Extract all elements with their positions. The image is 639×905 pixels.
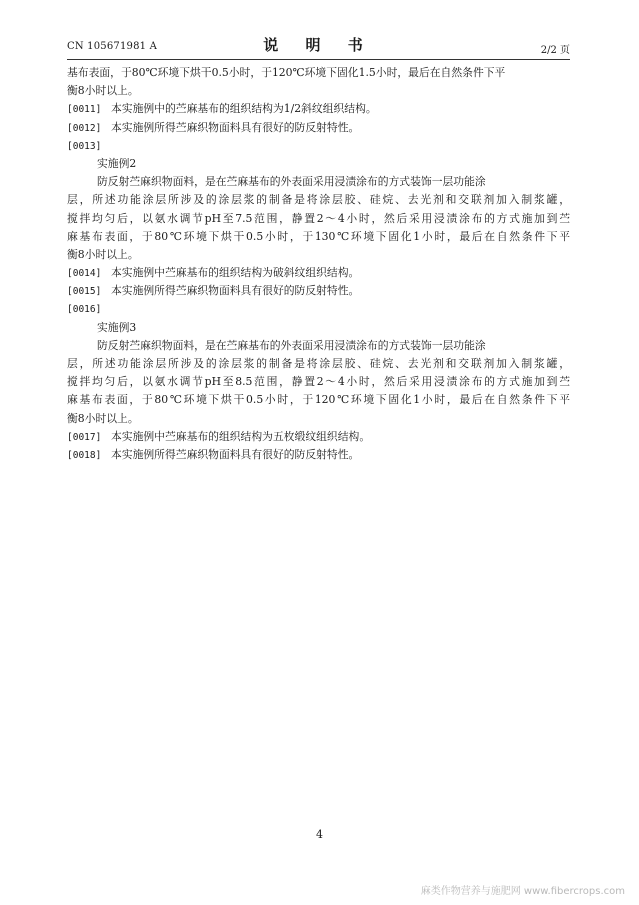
- text-line: [67, 100, 570, 118]
- line-text: 麻基布表面，于80℃环境下烘干0.5小时，于120℃环境下固化1小时，最后在自然条件下平: [67, 393, 570, 407]
- page-indicator: 2/2 页: [540, 45, 570, 56]
- text-line: [67, 373, 570, 391]
- numbered-paragraph: [67, 119, 570, 137]
- paragraph: [67, 155, 570, 173]
- paragraph-number: [0011]: [67, 104, 102, 116]
- description-body: [67, 64, 570, 464]
- line-text: 衡8小时以上。: [67, 247, 139, 261]
- text-line: [67, 282, 570, 300]
- text-line: [67, 446, 570, 464]
- line-text: 防反射苎麻织物面料，是在苎麻基布的外表面采用浸渍涂布的方式装饰一层功能涂: [97, 175, 486, 189]
- numbered-paragraph: [67, 282, 570, 300]
- line-text: 本实施例所得苎麻织物面料具有很好的防反射特性。: [111, 447, 360, 461]
- text-line: [67, 119, 570, 137]
- paragraph: [67, 173, 570, 264]
- line-text: 本实施例中的苎麻基布的组织结构为1/2斜纹组织结构。: [111, 102, 377, 116]
- text-line: [67, 82, 570, 100]
- text-line: [67, 355, 570, 373]
- paragraph-number: [0015]: [67, 286, 102, 298]
- text-line: [67, 173, 570, 191]
- text-line: [67, 191, 570, 209]
- paragraph-number: [0018]: [67, 449, 102, 461]
- document-title: 说 明 书: [263, 36, 374, 54]
- numbered-paragraph: [67, 428, 570, 446]
- text-line: [67, 391, 570, 409]
- line-text: 本实施例所得苎麻织物面料具有很好的防反射特性。: [111, 120, 360, 134]
- page-header: [67, 32, 570, 58]
- text-line: [67, 264, 570, 282]
- numbered-paragraph: [67, 264, 570, 282]
- header-divider: [67, 59, 570, 60]
- text-line: [67, 319, 570, 337]
- line-text: 层，所述功能涂层所涉及的涂层浆的制备是将涂层胶、硅烷、去光剂和交联剂加入制浆罐，: [67, 193, 570, 207]
- paragraph: [67, 319, 570, 337]
- line-text: 衡8小时以上。: [67, 84, 139, 98]
- line-text: 层，所述功能涂层所涉及的涂层浆的制备是将涂层胶、硅烷、去光剂和交联剂加入制浆罐，: [67, 357, 570, 370]
- line-text: 本实施例所得苎麻织物面料具有很好的防反射特性。: [111, 284, 360, 298]
- line-text: 本实施例中苎麻基布的组织结构为五枚缎纹组织结构。: [111, 429, 371, 443]
- line-text: 实施例3: [97, 320, 137, 334]
- line-text: 搅拌均匀后，以氨水调节pH至8.5范围，静置2～4小时，然后采用浸渍涂布的方式施加到苎: [67, 375, 570, 389]
- numbered-paragraph: [67, 100, 570, 118]
- text-line: [67, 300, 570, 318]
- paragraph-number: [0012]: [67, 122, 102, 134]
- paragraph-number: [0016]: [67, 304, 102, 316]
- paragraph-number: [0014]: [67, 268, 102, 280]
- paragraph: [67, 337, 570, 428]
- text-line: [67, 210, 570, 228]
- text-line: [67, 410, 570, 428]
- text-line: [67, 246, 570, 264]
- page-number: 4: [316, 828, 323, 841]
- numbered-paragraph: [67, 300, 570, 318]
- text-line: [67, 64, 570, 82]
- paragraph-number: [0017]: [67, 431, 102, 443]
- paragraph: [67, 64, 570, 100]
- line-text: 搅拌均匀后，以氨水调节pH至7.5范围，静置2～4小时，然后采用浸渍涂布的方式施加到苎: [67, 211, 570, 225]
- line-text: 实施例2: [97, 156, 137, 170]
- numbered-paragraph: [67, 137, 570, 155]
- line-text: 本实施例中苎麻基布的组织结构为破斜纹组织结构。: [111, 266, 360, 280]
- line-text: 麻基布表面，于80℃环境下烘干0.5小时，于130℃环境下固化1小时，最后在自然条件下平: [67, 229, 570, 243]
- text-line: [67, 337, 570, 355]
- text-line: [67, 155, 570, 173]
- patent-number: CN 105671981 A: [67, 41, 158, 52]
- text-line: [67, 228, 570, 246]
- numbered-paragraph: [67, 446, 570, 464]
- line-text: 防反射苎麻织物面料，是在苎麻基布的外表面采用浸渍涂布的方式装饰一层功能涂: [97, 338, 486, 352]
- text-line: [67, 428, 570, 446]
- line-text: 基布表面，于80℃环境下烘干0.5小时，于120℃环境下固化1.5小时，最后在自然条件下平: [67, 66, 506, 79]
- text-line: [67, 137, 570, 155]
- site-watermark: 麻类作物营养与施肥网 www.fibercrops.com: [420, 886, 625, 897]
- line-text: 衡8小时以上。: [67, 411, 139, 425]
- paragraph-number: [0013]: [67, 140, 102, 152]
